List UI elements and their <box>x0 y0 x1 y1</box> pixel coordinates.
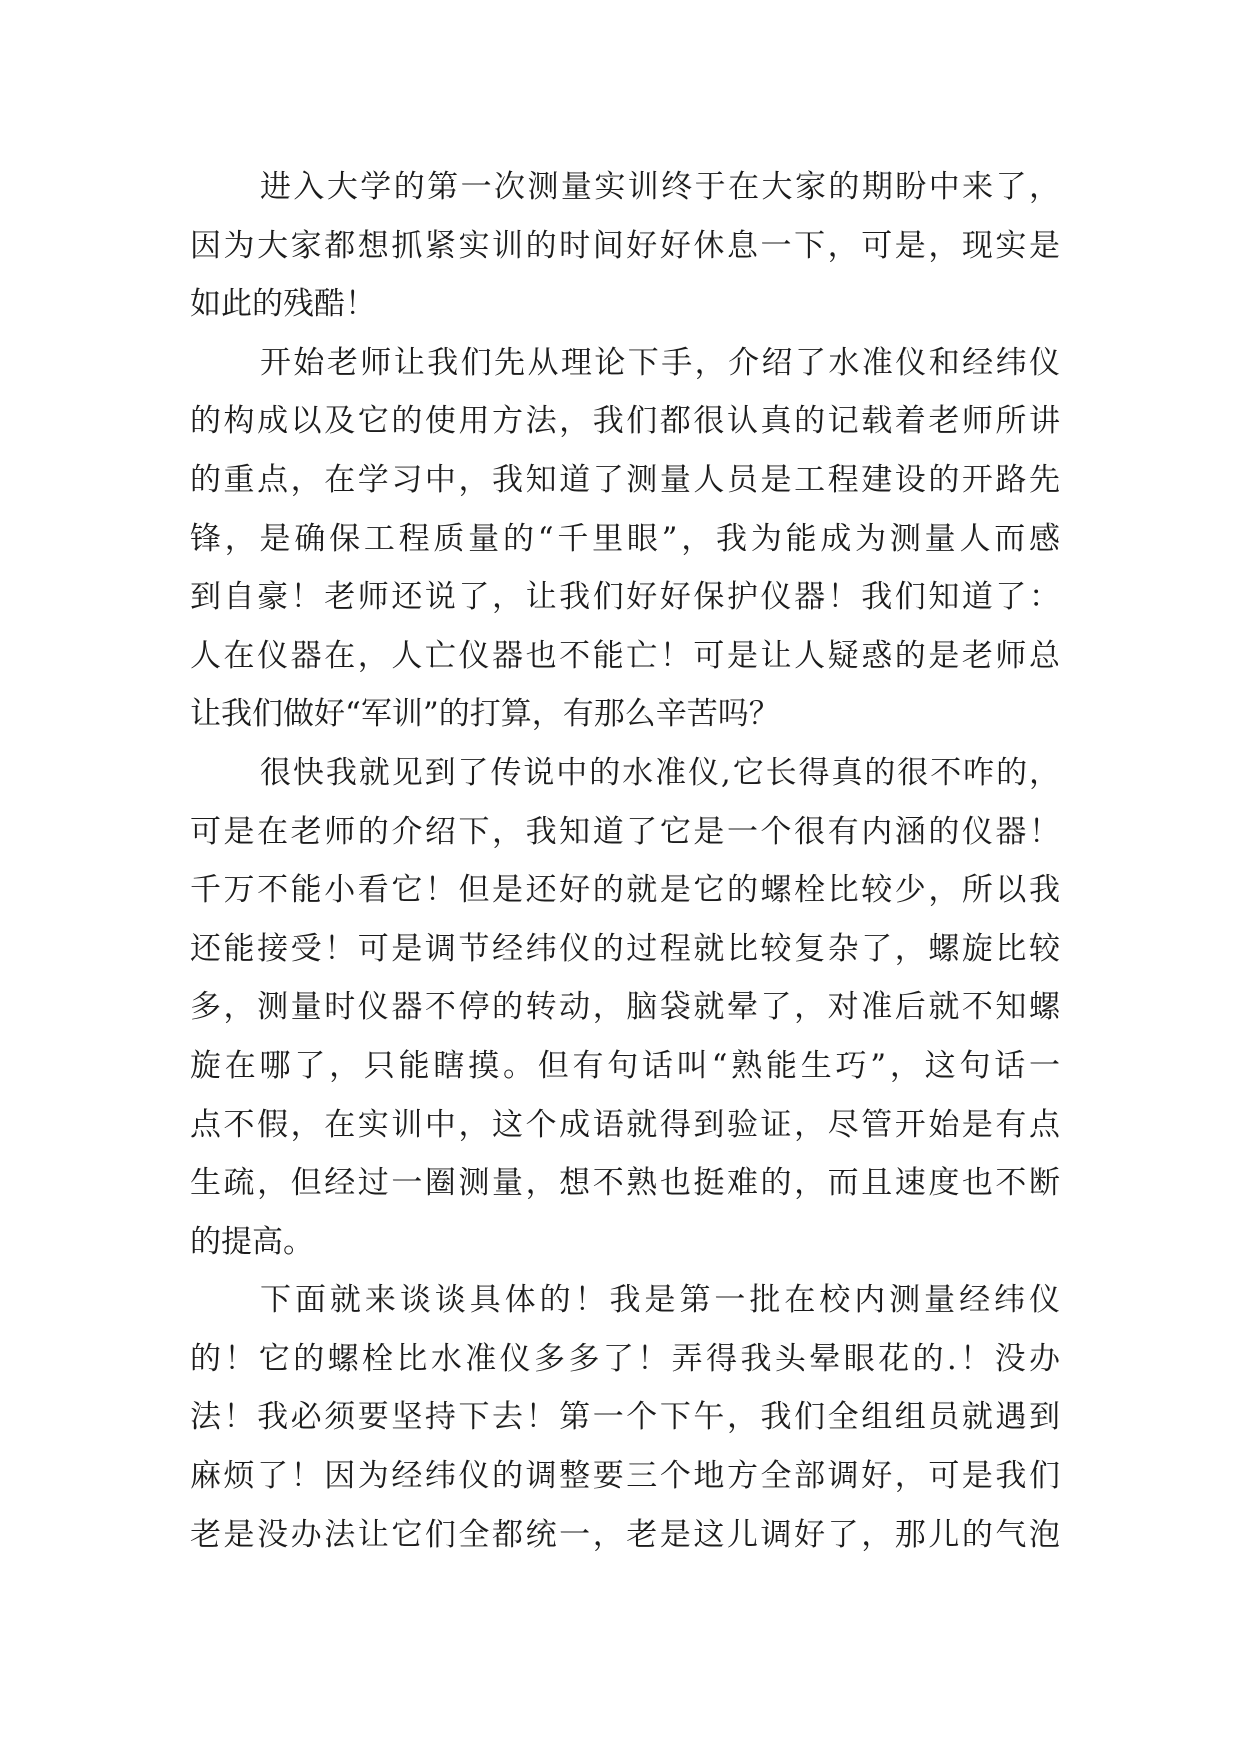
text-line: 到自豪！老师还说了，让我们好好保护仪器！我们知道了： <box>190 579 1060 616</box>
text-line: 生疏，但经过一圈测量，想不熟也挺难的，而且速度也不断 <box>190 1165 1060 1202</box>
text-line: 人在仪器在，人亡仪器也不能亡！可是让人疑惑的是老师总 <box>190 637 1060 674</box>
text-line: 点不假，在实训中，这个成语就得到验证，尽管开始是有点 <box>190 1106 1060 1143</box>
text-line: 可是在老师的介绍下，我知道了它是一个很有内涵的仪器！ <box>190 813 1060 850</box>
text-line: 老是没办法让它们全都统一，老是这儿调好了，那儿的气泡 <box>190 1516 1060 1553</box>
text-line: 因为大家都想抓紧实训的时间好好休息一下，可是，现实是 <box>190 227 1060 264</box>
text-line: 旋在哪了，只能瞎摸。但有句话叫“熟能生巧”，这句话一 <box>190 1047 1060 1084</box>
text-line: 法！我必须要坚持下去！第一个下午，我们全组组员就遇到 <box>190 1399 1060 1436</box>
text-line: 下面就来谈谈具体的！我是第一批在校内测量经纬仪 <box>260 1282 1060 1319</box>
text-line: 的重点，在学习中，我知道了测量人员是工程建设的开路先 <box>190 461 1060 498</box>
text-line: 千万不能小看它！但是还好的就是它的螺栓比较少，所以我 <box>190 872 1060 909</box>
text-line: 如此的残酷！ <box>190 286 376 323</box>
document-body <box>190 158 1060 1564</box>
text-line: 的提高。 <box>190 1223 314 1260</box>
text-line: 很快我就见到了传说中的水准仪,它长得真的很不咋的， <box>260 754 1060 791</box>
text-line: 进入大学的第一次测量实训终于在大家的期盼中来了， <box>260 169 1060 205</box>
text-line: 还能接受！可是调节经纬仪的过程就比较复杂了，螺旋比较 <box>190 930 1060 967</box>
text-line: 的构成以及它的使用方法，我们都很认真的记载着老师所讲 <box>190 403 1060 440</box>
text-line: 的！它的螺栓比水准仪多多了！弄得我头晕眼花的.！没办 <box>190 1340 1060 1377</box>
text-line: 开始老师让我们先从理论下手，介绍了水准仪和经纬仪 <box>260 344 1060 381</box>
text-line: 多，测量时仪器不停的转动，脑袋就晕了，对准后就不知螺 <box>190 989 1060 1026</box>
text-line: 锋，是确保工程质量的“千里眼”，我为能成为测量人而感 <box>190 520 1060 557</box>
text-line: 麻烦了！因为经纬仪的调整要三个地方全部调好，可是我们 <box>190 1458 1060 1495</box>
text-line: 让我们做好“军训”的打算，有那么辛苦吗？ <box>190 696 780 733</box>
